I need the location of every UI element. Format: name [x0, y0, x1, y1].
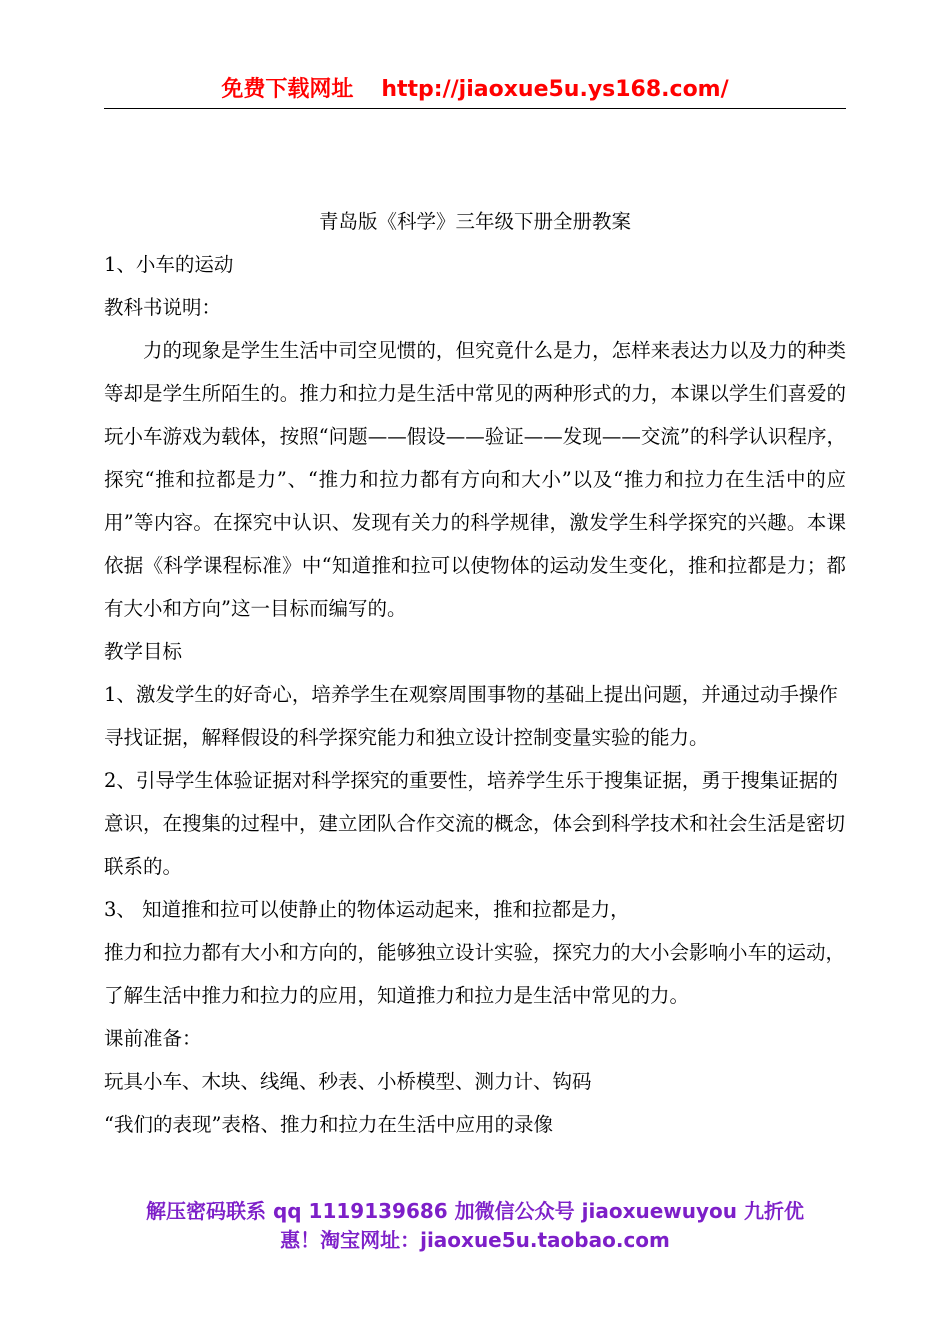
textbook-heading: 教科书说明：: [104, 296, 222, 319]
prep-items-2: “我们的表现”表格、推力和拉力在生活中应用的录像: [104, 1113, 553, 1136]
goals-heading: 教学目标: [104, 640, 183, 663]
header-url-link[interactable]: http://jiaoxue5u.ys168.com/: [381, 77, 729, 102]
prep-heading: 课前准备：: [104, 1027, 202, 1050]
prep-items: 玩具小车、木块、线绳、秒表、小桥模型、测力计、钩码: [104, 1070, 592, 1093]
page-footer: [104, 1197, 846, 1255]
goal-3-line1: 3、 知道推和拉可以使静止的物体运动起来，推和拉都是力，: [104, 898, 630, 921]
goal-2: 2、引导学生体验证据对科学探究的重要性，培养学生乐于搜集证据，勇于搜集证据的意识，在搜集的过程中，建立团队合作交流的概念，体会到科学技术和社会生活是密切联系的。: [104, 769, 846, 878]
page-header: [104, 72, 846, 109]
footer-line-1: 解压密码联系 qq 1119139686 加微信公众号 jiaoxuewuyou 九折优: [146, 1199, 804, 1223]
textbook-paragraph: 力的现象是学生生活中司空见惯的，但究竟什么是力，怎样来表达力以及力的种类等却是学生所陌生的。推力和拉力是生活中常见的两种形式的力，本课以学生们喜爱的玩小车游戏为载体，按照“问题——假设——验证——发现——交流”的科学认识程序，探究“推和拉都是力”、“推力和拉力都有方向和大小”以及“推力和拉力在生活中的应用”等内容。在探究中认识、发现有关力的科学规律，激发学生科学探究的兴趣。本课依据《科学课程标准》中“知道推和拉可以使物体的运动发生变化，推和拉都是力；都有大小和方向”这一目标而编写的。: [104, 339, 846, 620]
goal-1: 1、激发学生的好奇心，培养学生在观察周围事物的基础上提出问题，并通过动手操作寻找证据，解释假设的科学探究能力和独立设计控制变量实验的能力。: [104, 683, 838, 749]
goal-3-line2: 推力和拉力都有大小和方向的，能够独立设计实验，探究力的大小会影响小车的运动，了解生活中推力和拉力的应用，知道推力和拉力是生活中常见的力。: [104, 941, 846, 1007]
document-title: 青岛版《科学》三年级下册全册教案: [318, 210, 631, 233]
document-body: [104, 200, 846, 1146]
lesson-heading: 1、小车的运动: [104, 253, 234, 276]
header-label: 免费下载网址: [221, 77, 354, 102]
footer-line-2[interactable]: 惠！淘宝网址：jiaoxue5u.taobao.com: [280, 1228, 670, 1252]
